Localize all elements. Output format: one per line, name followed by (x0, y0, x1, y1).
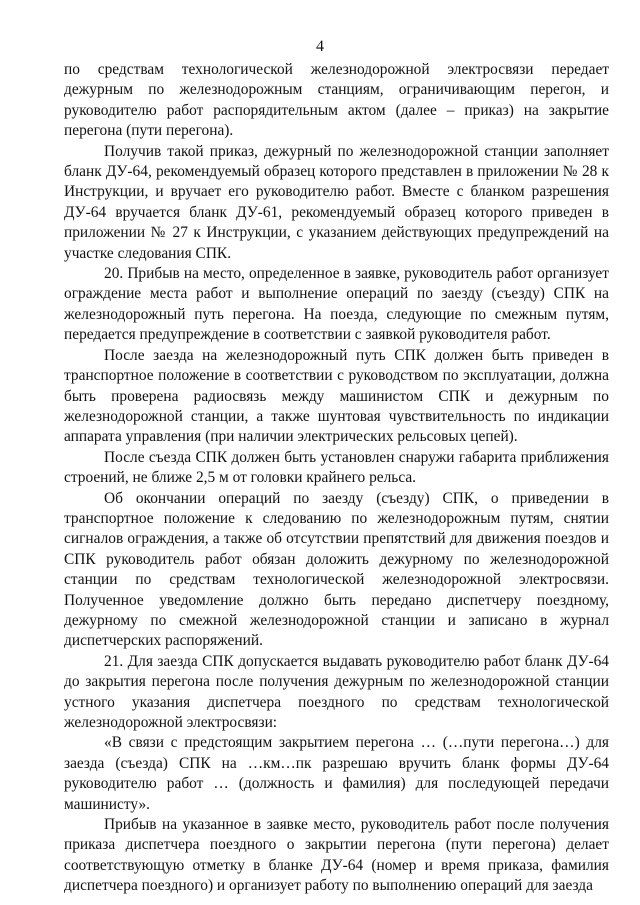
paragraph-completion-report: Об окончании операций по заезду (съезду) СПК, о приведении в транспортное положение к следованию по железнодорожным путям, снятии сигналов ограждения, а также об отсутствии препятствий для движения поездов и СПК руководитель работ обязан доложить дежурному по железнодорожной станции по средствам технологической железнодорожной электросвязи. Полученное уведомление должно быть передано диспетчеру поездному, дежурному по смежной железнодорожной станции и записано в журнал диспетчерских распоряжений. (64, 489, 609, 650)
paragraph-order-received: Получив такой приказ, дежурный по железнодорожной станции заполняет бланк ДУ-64, рекомендуемый образец которого представлен в приложении № 28 к Инструкции, и вручает его руководителю работ. Вместе с бланком разрешения ДУ-64 вручается бланк ДУ-61, рекомендуемый образец которого приведен в приложении № 27 к Инструкции, с указанием действующих предупреждений на участке следования СПК. (64, 142, 609, 262)
paragraph-20: 20. Прибыв на место, определенное в заявке, руководитель работ организует ограждение места работ и выполнение операций по заезду (съезду) СПК на железнодорожный путь перегона. На поезда, следующие по смежным путям, передается предупреждение в соответствии с заявкой руководителя работ. (64, 265, 609, 344)
paragraph-arrival: Прибыв на указанное в заявке место, руководитель работ после получения приказа диспетчера поездного о закрытии перегона (пути перегона) делает соответствующую отметку в бланке ДУ-64 (номер и время приказа, фамилия диспетчера поездного) и организует работу по выполнению операций для заезда (64, 816, 609, 895)
paragraph-21: 21. Для заезда СПК допускается выдавать руководителю работ бланк ДУ-64 до закрытия перегона после получения дежурным по железнодорожной станции устного указания диспетчера поездного по средствам технологической железнодорожной электросвязи: (64, 652, 609, 731)
paragraph-continuation: по средствам технологической железнодорожной электросвязи передает дежурным по железнодорожным станциям, ограничивающим перегон, и руководителю работ распорядительным актом (далее – приказ) на закрытие перегона (пути перегона). (64, 61, 609, 140)
page-number: 4 (316, 38, 324, 55)
paragraph-after-exit: После съезда СПК должен быть установлен снаружи габарита приближения строений, не ближе 2,5 м от головки крайнего рельса. (64, 448, 609, 487)
document-body (64, 60, 609, 897)
paragraph-after-entry: После заезда на железнодорожный путь СПК должен быть приведен в транспортное положение в соответствии с руководством по эксплуатации, должна быть проверена радиосвязь между машинистом СПК и дежурным по железнодорожной станции, а также шунтовая чувствительность по индикации аппарата управления (при наличии электрических рельсовых цепей). (64, 346, 609, 446)
paragraph-quote: «В связи с предстоящим закрытием перегона … (…пути перегона…) для заезда (съезда) СПК на …км…пк разрешаю вручить бланк формы ДУ-64 руководителю работ … (должность и фамилия) для последующей передачи машинисту». (64, 734, 609, 813)
